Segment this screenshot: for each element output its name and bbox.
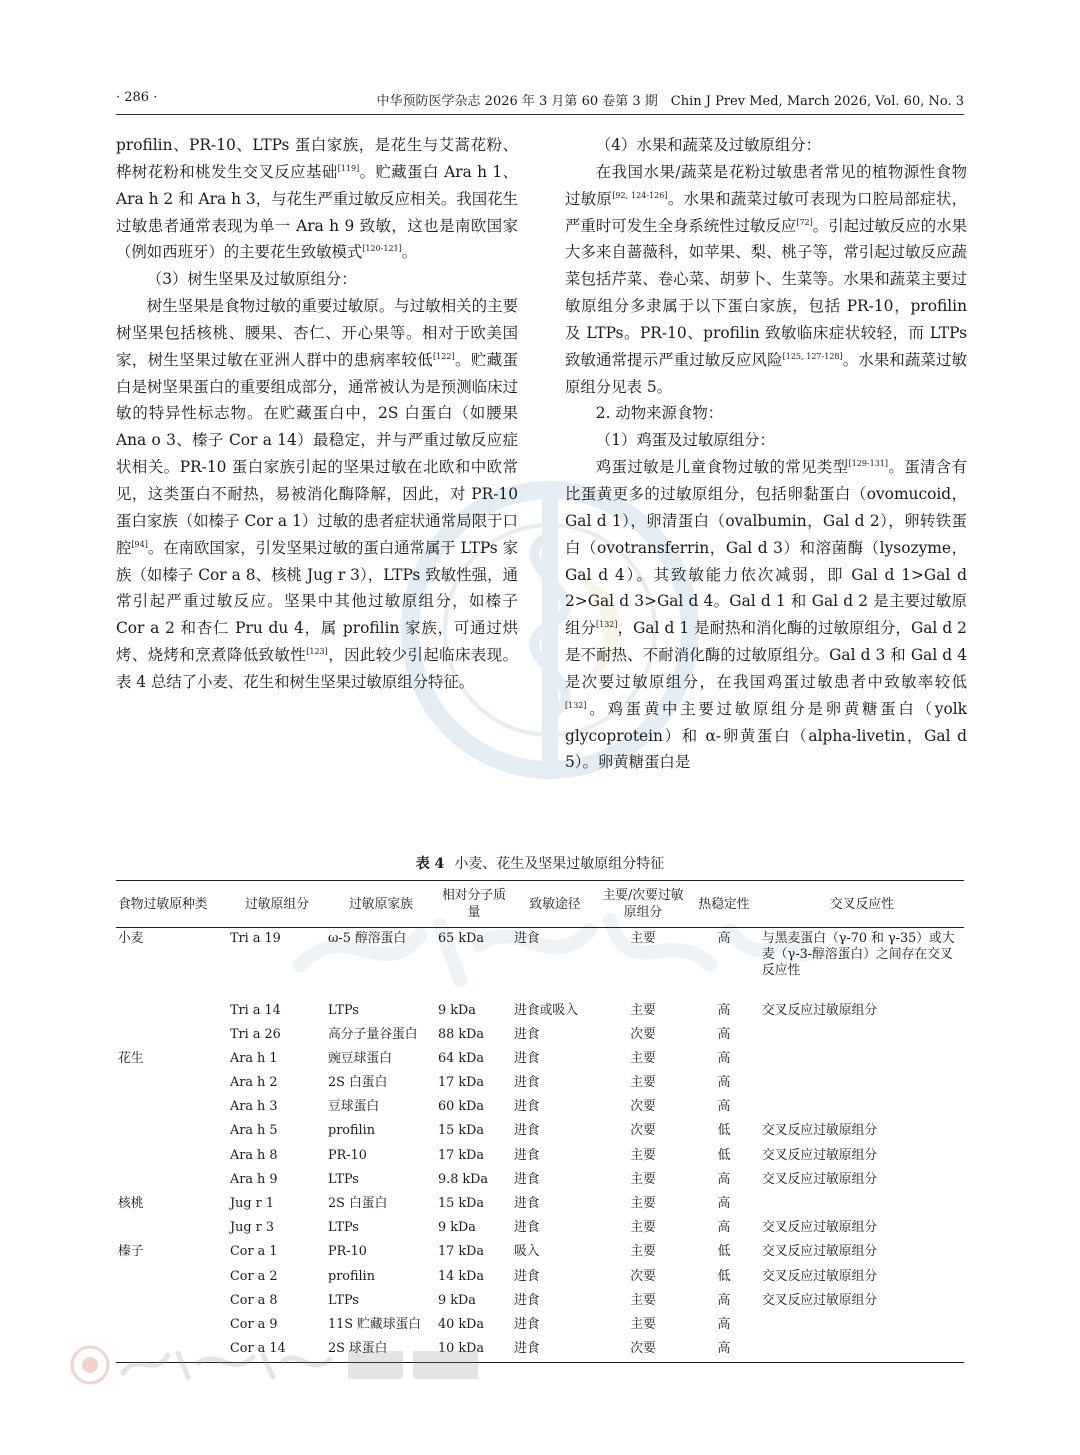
cell-cross-reactivity <box>760 1072 964 1096</box>
cell-major-minor: 次要 <box>630 1268 656 1284</box>
table-header-row <box>116 881 964 928</box>
cell-food <box>116 1072 228 1096</box>
cell-cross-reactivity: 交叉反应过敏原组分 <box>762 1244 878 1260</box>
cell-route: 进食 <box>514 1147 540 1163</box>
cell-family: LTPs <box>328 1292 359 1308</box>
header-rule <box>116 114 964 115</box>
table-row <box>116 1241 964 1265</box>
reference-marker: [125, 127-128] <box>782 351 843 361</box>
cell-route: 进食 <box>514 1026 540 1042</box>
cell-mass: 15 kDa <box>438 1123 484 1139</box>
cell-cross-reactivity: 交叉反应过敏原组分 <box>762 1147 878 1163</box>
table <box>116 880 964 1363</box>
cell-food <box>116 1120 228 1144</box>
section-heading-fruits-vegetables: （4）水果和蔬菜及过敏原组分： <box>595 136 822 154</box>
cell-cross-reactivity: 交叉反应过敏原组分 <box>762 1268 878 1284</box>
cell-mass: 9 kDa <box>438 1002 476 1018</box>
cell-component: Ara h 3 <box>230 1099 278 1115</box>
cell-family: PR-10 <box>328 1244 367 1260</box>
cell-heat-stability: 低 <box>717 1123 731 1139</box>
table-label: 表 4 <box>415 856 445 872</box>
cell-route: 进食 <box>514 1292 540 1308</box>
cell-component: Ara h 8 <box>230 1147 278 1163</box>
cell-component: Cor a 9 <box>230 1316 278 1332</box>
allergen-table <box>116 880 964 1363</box>
col-header-cross-reactivity: 交叉反应性 <box>830 896 894 912</box>
cell-component: Ara h 2 <box>230 1075 278 1091</box>
table-row <box>116 1169 964 1193</box>
cell-heat-stability: 低 <box>717 1147 731 1163</box>
cell-route: 进食 <box>514 1268 540 1284</box>
cell-major-minor: 主要 <box>630 1196 656 1211</box>
cell-major-minor: 主要 <box>630 1002 656 1018</box>
cell-food: 榛子 <box>118 1244 144 1260</box>
cell-mass: 88 kDa <box>438 1026 484 1042</box>
cell-cross-reactivity: 交叉反应过敏原组分 <box>762 1171 878 1187</box>
cell-mass: 9.8 kDa <box>438 1171 489 1187</box>
cell-family: 豆球蛋白 <box>328 1099 380 1115</box>
reference-marker: [92, 124-126] <box>612 190 668 200</box>
table-row <box>116 1193 964 1217</box>
reference-marker: [122] <box>433 351 455 361</box>
cell-food <box>116 1290 228 1314</box>
cell-heat-stability: 高 <box>717 1099 731 1115</box>
cell-cross-reactivity: 交叉反应过敏原组分 <box>762 1220 878 1236</box>
cell-heat-stability: 低 <box>717 1244 731 1260</box>
cell-major-minor: 次要 <box>630 1099 656 1115</box>
cell-mass: 65 kDa <box>438 931 484 946</box>
cell-component: Ara h 9 <box>230 1171 278 1187</box>
cell-major-minor: 主要 <box>630 1220 656 1236</box>
cell-mass: 9 kDa <box>438 1220 476 1236</box>
paragraph-peanut-continued: profilin、PR-10、LTPs 蛋白家族，是花生与艾蒿花粉、桦树花粉和桃发生交叉反应基础[119]。贮藏蛋白 Ara h 1、Ara h 2 和 Ara h 3，与花生严重过敏反应相关。我国花生过敏患者通常表现为单一 Ara h 9 致敏，这也是南欧国家（例如西班牙）的主要花生致敏模式[120-121]。 <box>116 136 518 262</box>
cell-heat-stability: 高 <box>717 1196 731 1211</box>
cell-route: 进食 <box>514 1220 540 1236</box>
reference-marker: [119] <box>337 163 360 173</box>
cell-family: LTPs <box>328 1220 359 1236</box>
table-row <box>116 1096 964 1120</box>
cell-route: 进食 <box>514 1099 540 1115</box>
cell-mass: 14 kDa <box>438 1268 484 1284</box>
left-column <box>116 132 518 696</box>
cell-major-minor: 主要 <box>630 1292 656 1308</box>
cell-major-minor: 主要 <box>630 931 656 946</box>
cell-family: 2S 白蛋白 <box>328 1196 388 1211</box>
cell-mass: 10 kDa <box>438 1341 484 1357</box>
cell-food <box>116 1024 228 1048</box>
cell-route: 吸入 <box>514 1244 540 1260</box>
reference-marker: [120-121] <box>362 244 402 254</box>
cell-family: 高分子量谷蛋白 <box>328 1026 418 1042</box>
cell-food <box>116 1217 228 1241</box>
journal-citation: 中华预防医学杂志 2026 年 3 月第 60 卷第 3 期 Chin J Prev Med, March 2026, Vol. 60, No. 3 <box>376 94 964 109</box>
table-row <box>116 1024 964 1048</box>
cell-cross-reactivity: 交叉反应过敏原组分 <box>762 1002 878 1018</box>
page-number: · 286 · <box>116 90 158 105</box>
cell-food: 小麦 <box>118 931 144 946</box>
paragraph-tree-nuts: 树生坚果是食物过敏的重要过敏原。与过敏相关的主要树坚果包括核桃、腰果、杏仁、开心果等。相对于欧美国家，树生坚果过敏在亚洲人群中的患病率较低[122]。贮藏蛋白是树坚果蛋白的重要组成部分，通常被认为是预测临床过敏的特异性标志物。在贮藏蛋白中，2S 白蛋白（如腰果 Ana o 3、榛子 Cor a 14）最稳定，并与严重过敏反应症状相关。PR-10 蛋白家族引起的坚果过敏在北欧和中欧常见，这类蛋白不耐热，易被消化酶降解，因此，对 PR-10 蛋白家族（如榛子 Cor a 1）过敏的患者症状通常局限于口腔[94]。在南欧国家，引发坚果过敏的蛋白通常属于 LTPs 家族（如榛子 Cor a 8、核桃 Jug r 3），LTPs 致敏性强，通常引起严重过敏反应。坚果中其他过敏原组分，如榛子 Cor a 2 和杏仁 Pru du 4，属 profilin 家族，可通过烘烤、烧烤和烹煮降低致敏性[123]，因此较少引起临床表现。表 4 总结了小麦、花生和树生坚果过敏原组分特征。 <box>116 297 518 691</box>
section-heading-tree-nuts: （3）树生坚果及过敏原组分： <box>146 270 357 289</box>
cell-family: ω-5 醇溶蛋白 <box>328 931 407 946</box>
cell-major-minor: 主要 <box>630 1050 656 1066</box>
cell-cross-reactivity <box>760 1024 964 1048</box>
cell-heat-stability: 高 <box>717 1316 731 1332</box>
col-header-route: 致敏途径 <box>529 896 581 912</box>
cell-food <box>116 1145 228 1169</box>
cell-heat-stability: 高 <box>717 1171 731 1187</box>
table-caption <box>116 853 964 873</box>
reference-marker: [123] <box>306 646 328 656</box>
reference-marker: [129-131] <box>848 459 888 468</box>
col-header-family: 过敏原家族 <box>349 896 413 912</box>
table-row <box>116 1072 964 1096</box>
cell-food <box>116 1314 228 1338</box>
table-row <box>116 1217 964 1241</box>
cell-route: 进食 <box>514 1123 540 1139</box>
cell-heat-stability: 高 <box>717 931 731 946</box>
cell-major-minor: 次要 <box>630 1341 656 1357</box>
cell-family: 2S 白蛋白 <box>328 1075 388 1091</box>
cell-cross-reactivity: 交叉反应过敏原组分 <box>762 1123 878 1139</box>
cell-mass: 9 kDa <box>438 1292 476 1308</box>
table-row <box>116 928 964 1000</box>
table-row <box>116 1266 964 1290</box>
section-heading-animal-foods: 2. 动物来源食物： <box>595 404 724 423</box>
paragraph-fruits-vegetables: 在我国水果/蔬菜是花粉过敏患者常见的植物源性食物过敏原[92, 124-126]。水果和蔬菜过敏可表现为口腔局部症状，严重时可发生全身系统性过敏反应[72]。引起过敏反应的水果大多来自蔷薇科，如苹果、梨、桃子等，常引起过敏反应蔬菜包括芹菜、卷心菜、胡萝卜、生菜等。水果和蔬菜主要过敏原组分多隶属于以下蛋白家族，包括 PR-10，profilin 及 LTPs。PR-10、profilin 致敏临床症状较轻，而 LTPs 致敏通常提示严重过敏反应风险[125, 127-128]。水果和蔬菜过敏原组分见表 5。 <box>565 162 967 396</box>
cell-route: 进食 <box>514 1341 540 1357</box>
cell-family: LTPs <box>328 1002 359 1018</box>
publisher-logo-watermark <box>68 1343 488 1387</box>
col-header-heat-stability: 热稳定性 <box>698 896 750 912</box>
cell-mass: 60 kDa <box>438 1099 484 1115</box>
cell-mass: 15 kDa <box>438 1196 484 1211</box>
right-column <box>565 132 967 776</box>
col-header-component: 过敏原组分 <box>245 896 309 912</box>
cell-component: Cor a 2 <box>230 1268 278 1284</box>
col-header-mass: 相对分子质量 <box>442 888 506 920</box>
cell-family: profilin <box>328 1268 375 1284</box>
cell-cross-reactivity: 交叉反应过敏原组分 <box>762 1292 878 1308</box>
running-header <box>116 90 964 112</box>
cell-heat-stability: 高 <box>717 1002 731 1018</box>
cell-major-minor: 主要 <box>630 1244 656 1260</box>
cell-family: profilin <box>328 1123 375 1139</box>
cell-major-minor: 主要 <box>630 1316 656 1332</box>
cell-major-minor: 主要 <box>630 1075 656 1091</box>
cell-cross-reactivity <box>760 1048 964 1072</box>
cell-family: 11S 贮藏球蛋白 <box>328 1316 422 1332</box>
reference-marker: [72] <box>796 217 813 227</box>
cell-food <box>116 1096 228 1120</box>
reference-marker: [132] <box>565 700 587 710</box>
cell-component: Cor a 8 <box>230 1292 278 1308</box>
cell-heat-stability: 高 <box>717 1075 731 1091</box>
cell-component: Tri a 19 <box>230 931 281 946</box>
cell-heat-stability: 高 <box>717 1026 731 1042</box>
cell-heat-stability: 高 <box>717 1050 731 1066</box>
cell-major-minor: 次要 <box>630 1026 656 1042</box>
cell-component: Tri a 26 <box>230 1026 281 1042</box>
table-row <box>116 1314 964 1338</box>
cell-cross-reactivity <box>760 1096 964 1120</box>
cell-heat-stability: 高 <box>717 1341 731 1357</box>
cell-component: Jug r 3 <box>230 1220 274 1236</box>
cell-cross-reactivity <box>760 1338 964 1362</box>
table-row <box>116 1048 964 1072</box>
cell-mass: 17 kDa <box>438 1075 484 1091</box>
cell-component: Cor a 14 <box>230 1341 286 1357</box>
cell-mass: 40 kDa <box>438 1316 484 1332</box>
cell-component: Ara h 5 <box>230 1123 278 1139</box>
cell-heat-stability: 高 <box>717 1220 731 1236</box>
paragraph-egg: 鸡蛋过敏是儿童食物过敏的常见类型[129-131]。蛋清含有比蛋黄更多的过敏原组分，包括卵黏蛋白（ovomucoid，Gal d 1），卵清蛋白（ovalbumin，Gal d 2），卵转铁蛋白（ovotransferrin，Gal d 3）和溶菌酶（lysozyme，Gal d 4）。其致敏能力依次减弱，即 Gal d 1>Gal d 2>Gal d 3>Gal d 4。Gal d 1 和 Gal d 2 是主要过敏原组分[132]，Gal d 1 是耐热和消化酶的过敏原组分，Gal d 2 是不耐热、不耐消化酶的过敏原组分。Gal d 3 和 Gal d 4 是次要过敏原组分，在我国鸡蛋过敏患者中致敏率较低[132]。鸡蛋黄中主要过敏原组分是卵黄糖蛋白（yolk glycoprotein）和 α-卵黄蛋白（alpha-livetin，Gal d 5）。卵黄糖蛋白是 <box>565 458 967 772</box>
col-header-food: 食物过敏原种类 <box>118 896 208 912</box>
cell-family: LTPs <box>328 1171 359 1187</box>
cell-major-minor: 主要 <box>630 1147 656 1163</box>
cell-mass: 17 kDa <box>438 1244 484 1260</box>
cell-component: Tri a 14 <box>230 1002 281 1018</box>
cell-food: 花生 <box>118 1050 144 1066</box>
cell-major-minor: 主要 <box>630 1171 656 1187</box>
cell-route: 进食 <box>514 1075 540 1091</box>
cell-family: 豌豆球蛋白 <box>328 1050 392 1066</box>
cell-route: 进食或吸入 <box>514 1002 578 1018</box>
table-body <box>116 928 964 1363</box>
cell-cross-reactivity <box>760 1314 964 1338</box>
cell-route: 进食 <box>514 1050 540 1066</box>
cell-food: 核桃 <box>118 1196 144 1211</box>
cell-route: 进食 <box>514 931 540 946</box>
table-row <box>116 1120 964 1144</box>
table-row <box>116 1000 964 1024</box>
cell-route: 进食 <box>514 1316 540 1332</box>
cell-route: 进食 <box>514 1171 540 1187</box>
col-header-major-minor: 主要/次要过敏原组分 <box>602 888 684 920</box>
cell-component: Jug r 1 <box>230 1196 274 1211</box>
cell-heat-stability: 低 <box>717 1268 731 1284</box>
section-heading-egg: （1）鸡蛋及过敏原组分： <box>595 431 775 450</box>
cell-family: 2S 球蛋白 <box>328 1341 388 1357</box>
cell-cross-reactivity: 与黑麦蛋白（γ-70 和 γ-35）或大麦（γ-3-醇溶蛋白）之间存在交叉反应性 <box>762 931 955 978</box>
cell-mass: 64 kDa <box>438 1050 484 1066</box>
cell-major-minor: 次要 <box>630 1123 656 1139</box>
cell-family: PR-10 <box>328 1147 367 1163</box>
table-row <box>116 1290 964 1314</box>
cell-component: Ara h 1 <box>230 1050 278 1066</box>
cell-mass: 17 kDa <box>438 1147 484 1163</box>
cell-heat-stability: 高 <box>717 1292 731 1308</box>
cell-route: 进食 <box>514 1196 540 1211</box>
cell-food <box>116 1169 228 1193</box>
table-title: 小麦、花生及坚果过敏原组分特征 <box>454 856 665 872</box>
cell-component: Cor a 1 <box>230 1244 278 1260</box>
cell-food <box>116 1266 228 1290</box>
cell-cross-reactivity <box>760 1193 964 1217</box>
reference-marker: [94] <box>131 539 148 549</box>
reference-marker: [132] <box>595 620 618 630</box>
table-row <box>116 1145 964 1169</box>
cell-food <box>116 1000 228 1024</box>
